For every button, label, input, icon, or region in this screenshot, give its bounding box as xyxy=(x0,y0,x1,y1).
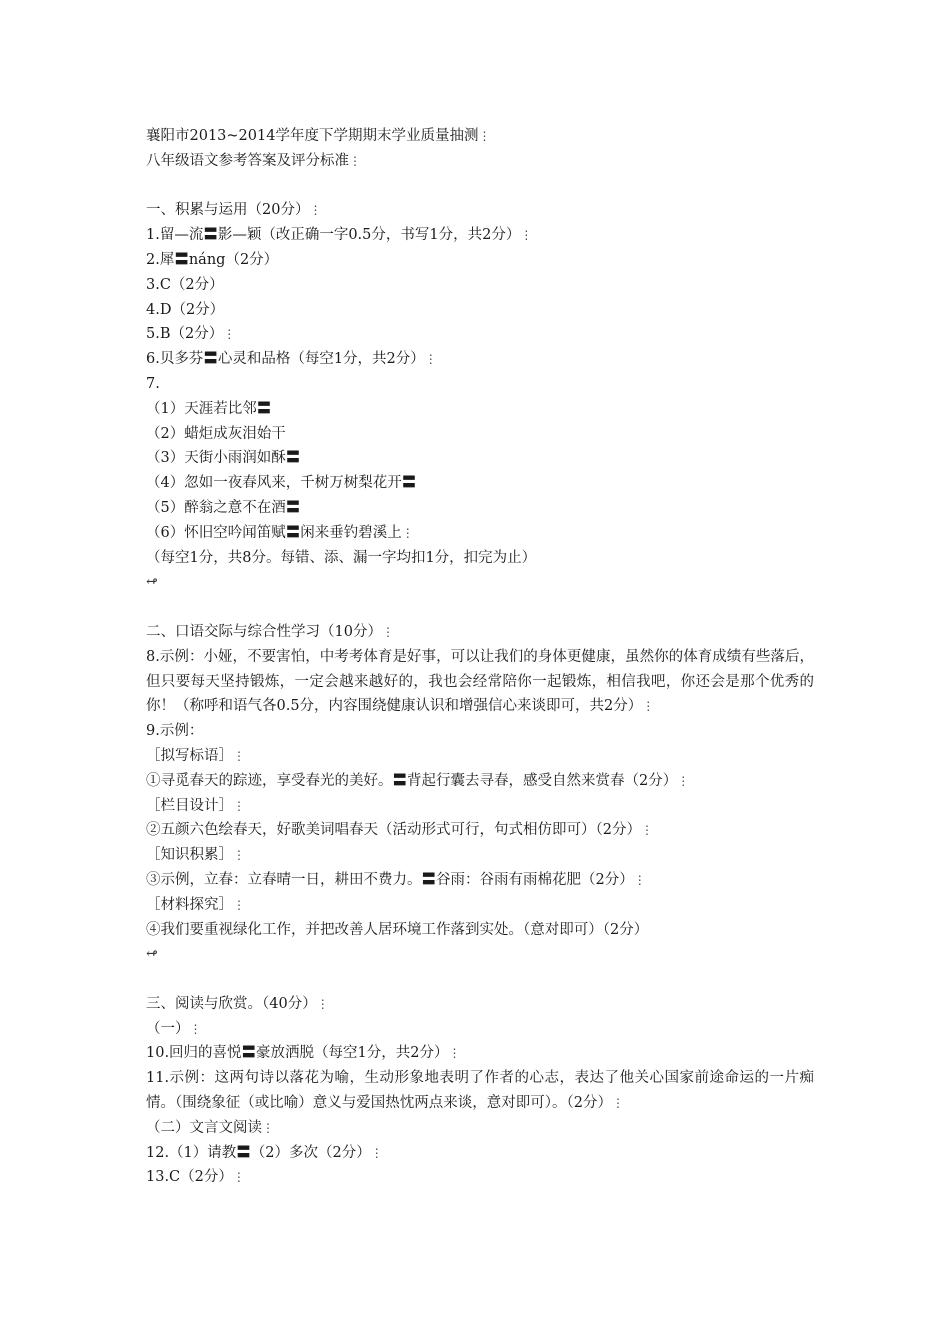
paragraph-mark: ⋮ xyxy=(640,823,653,838)
section-3-heading: 三、阅读与欣赏。（40分）⋮ xyxy=(146,995,329,1012)
paragraph-mark: ⋮ xyxy=(448,1046,461,1061)
spacer xyxy=(146,967,814,992)
document-subtitle: 八年级语文参考答案及评分标准⋮ xyxy=(146,152,361,169)
paragraph-mark: ⋮ xyxy=(370,1145,383,1160)
answer-2: 2.犀〓náng（2分） xyxy=(146,251,279,268)
answer-10: 10.回归的喜悦〓豪放洒脱（每空1分，共2分）⋮ xyxy=(146,1045,461,1062)
paragraph-mark: ⋮ xyxy=(401,525,414,540)
q9-answer-3: ③示例，立春：立春晴一日，耕田不费力。〓谷雨：谷雨有雨棉花肥（2分）⋮ xyxy=(146,871,646,888)
q7-note: （每空1分，共8分。每错、添、漏一字均扣1分，扣完为止） xyxy=(146,549,537,566)
paragraph-mark: ⋮ xyxy=(189,1021,202,1036)
paragraph-mark: ⋮ xyxy=(316,996,329,1011)
paragraph-mark: ⋮ xyxy=(233,848,245,863)
answer-6: 6.贝多芬〓心灵和品格（每空1分，共2分）⋮ xyxy=(146,351,437,368)
answer-3: 3.C（2分） xyxy=(146,276,224,293)
section-break-icon: ↫ xyxy=(146,574,158,591)
paragraph-mark: ⋮ xyxy=(232,1170,245,1185)
answer-9-intro: 9.示例： xyxy=(146,723,204,740)
section-break-icon: ↫ xyxy=(146,946,158,963)
answer-13: 13.C（2分）⋮ xyxy=(146,1169,245,1186)
q9-label-column: ［栏目设计］⋮ xyxy=(146,797,245,814)
q7-line-6: （6）怀旧空吟闻笛赋〓闲来垂钓碧溪上⋮ xyxy=(146,524,414,541)
part-1-label: （一）⋮ xyxy=(146,1020,202,1037)
answer-1: 1.留—流〓影—颖（改正确一字0.5分，书写1分，共2分）⋮ xyxy=(146,227,533,244)
answer-7: 7. xyxy=(146,375,160,392)
spacer xyxy=(146,595,814,620)
q7-line-3: （3）天街小雨润如酥〓 xyxy=(146,450,301,467)
paragraph-mark: ⋮ xyxy=(633,872,646,887)
paragraph-mark: ⋮ xyxy=(223,327,236,342)
answer-11: 11.示例：这两句诗以落花为喻，生动形象地表明了作者的心志，表达了他关心国家前途命运的一片痴情。（围绕象征（或比喻）意义与爱国热忱两点来谈，意对即可）。（2分）⋮ xyxy=(146,1070,814,1112)
paragraph-mark: ⋮ xyxy=(677,773,690,788)
paragraph-mark: ⋮ xyxy=(381,624,394,639)
q7-line-2: （2）蜡炬成灰泪始干 xyxy=(146,425,286,442)
paragraph-mark: ⋮ xyxy=(478,129,491,143)
q9-answer-2: ②五颜六色绘春天，好歌美词唱春天（活动形式可行，句式相仿即可）（2分）⋮ xyxy=(146,822,653,839)
document-title: 襄阳市2013~2014学年度下学期期末学业质量抽测⋮ xyxy=(146,128,491,144)
paragraph-mark: ⋮ xyxy=(611,1096,624,1111)
spacer xyxy=(146,174,814,199)
answer-4: 4.D（2分） xyxy=(146,301,225,318)
answer-12: 12.（1）请教〓（2）多次（2分）⋮ xyxy=(146,1144,383,1161)
q9-answer-1: ①寻觅春天的踪迹，享受春光的美好。〓背起行囊去寻春，感受自然来赏春（2分）⋮ xyxy=(146,772,690,789)
paragraph-mark: ⋮ xyxy=(349,153,361,168)
part-2-label: （二）文言文阅读⋮ xyxy=(146,1119,274,1136)
answer-8: 8.示例：小娅，不要害怕，中考考体育是好事，可以让我们的身体更健康，虽然你的体育成绩有些落后，但只要每天坚持锻炼，一定会越来越好的，我也会经常陪你一起锻炼，相信我吧，你还会是那个优秀的你！（称呼和语气各0.5分，内容围绕健康认识和增强信心来谈即可，共2分）⋮ xyxy=(146,648,814,715)
q9-label-material: ［材料探究］⋮ xyxy=(146,896,245,913)
paragraph-mark: ⋮ xyxy=(233,897,245,912)
q7-line-1: （1）天涯若比邻〓 xyxy=(146,400,272,417)
paragraph-mark: ⋮ xyxy=(642,699,655,714)
paragraph-mark: ⋮ xyxy=(309,203,322,218)
answer-5: 5.B（2分）⋮ xyxy=(146,326,236,343)
paragraph-mark: ⋮ xyxy=(520,228,533,243)
document-page xyxy=(146,124,814,1190)
q9-label-knowledge: ［知识积累］⋮ xyxy=(146,847,245,864)
q7-line-5: （5）醉翁之意不在酒〓 xyxy=(146,499,301,516)
section-1-heading: 一、积累与运用（20分）⋮ xyxy=(146,202,322,219)
q9-label-slogan: ［拟写标语］⋮ xyxy=(146,747,245,764)
paragraph-mark: ⋮ xyxy=(233,798,245,813)
paragraph-mark: ⋮ xyxy=(424,352,437,367)
paragraph-mark: ⋮ xyxy=(262,1120,274,1135)
section-2-heading: 二、口语交际与综合性学习（10分）⋮ xyxy=(146,623,394,640)
paragraph-mark: ⋮ xyxy=(233,748,245,763)
q9-answer-4: ④我们要重视绿化工作，并把改善人居环境工作落到实处。（意对即可）（2分） xyxy=(146,921,649,938)
q7-line-4: （4）忽如一夜春风来，千树万树梨花开〓 xyxy=(146,475,417,492)
